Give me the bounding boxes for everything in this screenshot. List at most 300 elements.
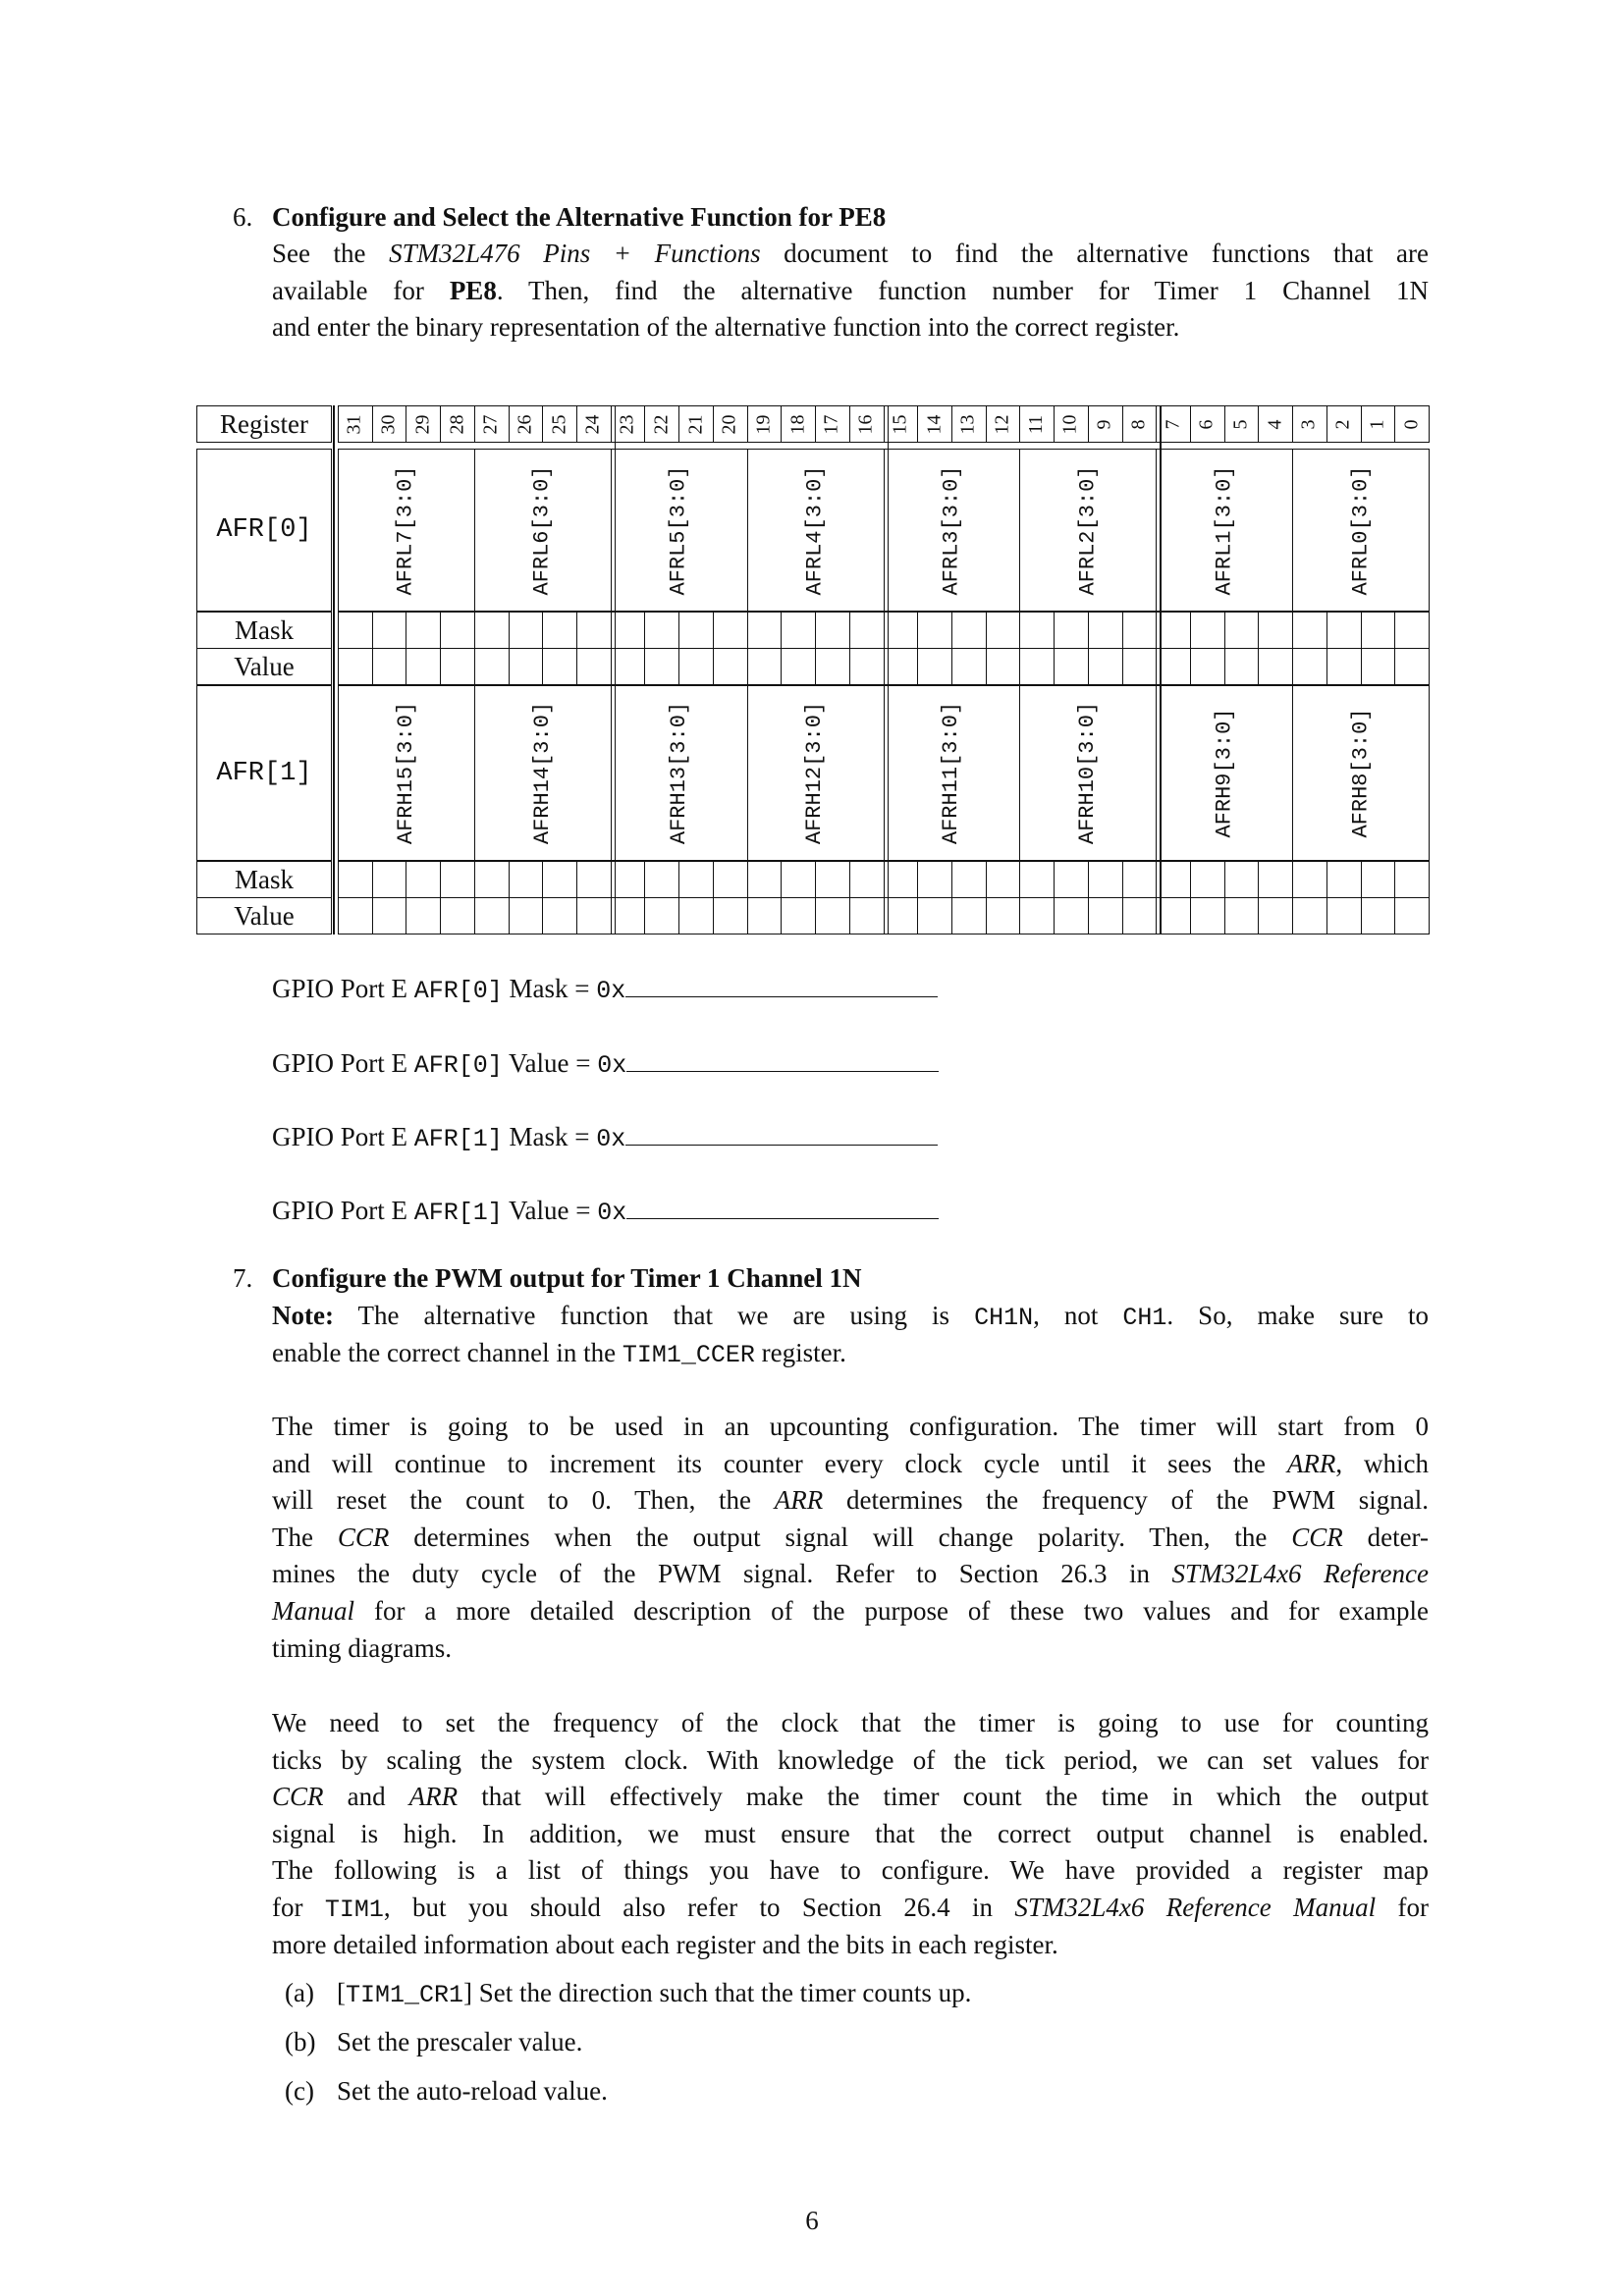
mask-bit-cell[interactable] [406, 612, 441, 649]
bit-number-text: 18 [786, 414, 809, 434]
bit-number [1122, 405, 1157, 443]
bit-number-text: 7 [1162, 419, 1184, 429]
text-run: for [1376, 1893, 1430, 1922]
bit-number-text: 11 [1025, 414, 1048, 434]
text-run: PE8 [449, 276, 497, 305]
mask-bit-cell[interactable] [338, 612, 373, 649]
value-bit-cell[interactable] [1258, 897, 1293, 934]
value-bit-cell[interactable] [474, 648, 510, 685]
field-name [1292, 449, 1429, 612]
paragraph-line [272, 1706, 1429, 1739]
value-bit-cell[interactable] [406, 648, 441, 685]
value-bit-cell[interactable] [713, 648, 748, 685]
text-run: Mask = [502, 974, 597, 1003]
value-label: Value [234, 900, 295, 931]
text-run: and will continue to increment its counter every clock cycle until it sees the [272, 1448, 1287, 1478]
bit-number-text: 4 [1264, 419, 1286, 429]
mask-bit-cell[interactable] [781, 861, 816, 898]
mask-bit-cell[interactable] [849, 861, 885, 898]
value-bit-cell[interactable] [1224, 897, 1260, 934]
note-line [272, 1336, 1429, 1372]
text-run: 0x [597, 1199, 627, 1227]
field-name [611, 685, 747, 861]
double-rule [615, 405, 617, 934]
value-bit-cell[interactable] [1258, 648, 1293, 685]
mask-bit-cell[interactable] [1122, 861, 1158, 898]
bit-number [849, 405, 884, 443]
value-bit-cell[interactable] [1394, 648, 1430, 685]
section-heading [272, 1261, 1429, 1295]
bit-number-text: 5 [1229, 419, 1252, 429]
text-run: TIM1 [324, 1896, 384, 1924]
list-label: (a) [285, 1978, 314, 2007]
value-bit-cell[interactable] [747, 897, 783, 934]
bit-number [1190, 405, 1224, 443]
text-run: TIM1_CCER [622, 1340, 755, 1369]
list-label: (b) [285, 2027, 316, 2056]
field-name-text: AFRL6[3:0] [529, 464, 555, 596]
value-bit-cell[interactable] [474, 897, 510, 934]
field-name-text: AFRH15[3:0] [393, 701, 418, 845]
bit-number [1224, 405, 1259, 443]
value-bit-cell[interactable] [1019, 897, 1055, 934]
field-name [884, 449, 1020, 612]
paragraph-line [272, 1483, 1429, 1517]
bit-number-text: 30 [377, 414, 400, 434]
value-bit-cell[interactable] [576, 648, 612, 685]
field-name-text: AFRL0[3:0] [1348, 464, 1374, 596]
text-run: Note: [272, 1301, 334, 1330]
text-run: . So, make sure to [1166, 1301, 1429, 1330]
item-number: 7. [233, 1263, 253, 1293]
value-bit-cell[interactable] [1292, 897, 1327, 934]
answer-blank-field[interactable] [625, 975, 938, 997]
mask-bit-cell[interactable] [1224, 861, 1260, 898]
field-name-text: AFRH12[3:0] [802, 701, 828, 845]
list-item [337, 2025, 1429, 2058]
value-bit-cell[interactable] [576, 897, 612, 934]
text-run: available for [272, 276, 450, 305]
text-run: will reset the count to 0. Then, the [272, 1485, 775, 1516]
mask-bit-cell[interactable] [815, 612, 850, 649]
bit-number [1054, 405, 1088, 443]
mask-bit-cell[interactable] [372, 861, 407, 898]
field-name-text: AFRL4[3:0] [802, 464, 828, 596]
mask-bit-cell[interactable] [474, 861, 510, 898]
value-bit-cell[interactable] [678, 897, 714, 934]
value-bit-cell[interactable] [372, 897, 407, 934]
bit-number-text: 26 [514, 414, 536, 434]
mask-bit-cell[interactable] [509, 861, 544, 898]
field-name [1292, 685, 1429, 861]
mask-bit-cell[interactable] [1258, 861, 1293, 898]
text-run: , which [1335, 1448, 1430, 1478]
section-heading [272, 200, 1429, 234]
mask-bit-cell[interactable] [1088, 861, 1123, 898]
paragraph-line [272, 1557, 1429, 1590]
value-bit-cell[interactable] [849, 897, 885, 934]
value-bit-cell[interactable] [1054, 897, 1089, 934]
text-run: and enter the binary representation of the alternative function into the correct register. [272, 312, 1180, 342]
value-label: Value [234, 651, 295, 681]
double-rule [888, 405, 890, 934]
bit-number [1019, 405, 1054, 443]
text-run: CH1 [1122, 1304, 1167, 1332]
mask-bit-cell[interactable] [849, 612, 885, 649]
value-bit-cell[interactable] [678, 648, 714, 685]
paragraph-line [272, 1594, 1429, 1628]
mask-bit-cell[interactable] [951, 861, 987, 898]
mask-bit-cell[interactable] [1054, 861, 1089, 898]
text-run: GPIO Port E [272, 974, 414, 1003]
text-run: Set the prescaler value. [337, 2027, 583, 2056]
mask-bit-cell[interactable] [781, 612, 816, 649]
mask-bit-cell[interactable] [576, 612, 612, 649]
answer-blank-field[interactable] [625, 1123, 938, 1146]
text-run: ticks by scaling the system clock. With knowledge of the tick period, we can set values for [272, 1744, 1429, 1775]
page-number: 6 [805, 2206, 819, 2235]
bit-number [951, 405, 986, 443]
text-run: enable the correct channel in the [272, 1337, 623, 1367]
value-bit-cell[interactable] [509, 897, 544, 934]
paragraph-line [272, 1410, 1429, 1443]
value-bit-cell[interactable] [1224, 648, 1260, 685]
text-line [272, 274, 1429, 307]
field-name-text: AFRL3[3:0] [939, 464, 964, 596]
field-name-text: AFRH8[3:0] [1348, 708, 1374, 838]
mask-bit-cell[interactable] [1326, 612, 1362, 649]
mask-bit-cell[interactable] [1292, 612, 1327, 649]
bit-number-text: 13 [956, 414, 979, 434]
bit-number-text: 17 [820, 414, 842, 434]
value-bit-cell[interactable] [815, 897, 850, 934]
text-run: ARR [774, 1485, 824, 1516]
text-run: The alternative function that we are using is [333, 1301, 975, 1330]
value-bit-cell[interactable] [1326, 648, 1362, 685]
bit-number [542, 405, 576, 443]
mask-bit-cell[interactable] [1292, 861, 1327, 898]
bit-number-text: 25 [548, 414, 570, 434]
text-line [272, 237, 1429, 270]
value-bit-cell[interactable] [542, 897, 577, 934]
answer-line [272, 1194, 1429, 1230]
list-item [337, 1976, 1429, 2012]
bit-number-text: 27 [479, 414, 502, 434]
value-bit-cell[interactable] [1122, 897, 1158, 934]
field-name-text: AFRH14[3:0] [529, 701, 555, 845]
field-name [338, 449, 474, 612]
field-name [474, 449, 611, 612]
field-name-text: AFRL2[3:0] [1075, 464, 1101, 596]
paragraph-line [272, 1853, 1429, 1887]
paragraph-line [272, 1891, 1429, 1927]
value-bit-cell[interactable] [440, 648, 475, 685]
mask-bit-cell[interactable] [1122, 612, 1158, 649]
bit-number-text: 31 [343, 414, 365, 434]
bit-number [1258, 405, 1292, 443]
item-number: 6. [233, 202, 253, 232]
value-bit-cell[interactable] [338, 648, 373, 685]
text-run: and [323, 1782, 409, 1812]
answer-line [272, 1046, 1429, 1083]
bit-number-text: 24 [581, 414, 604, 434]
bit-number-text: 21 [684, 414, 707, 434]
bit-number [1361, 405, 1395, 443]
value-bit-cell[interactable] [951, 648, 987, 685]
paragraph-line [272, 1743, 1429, 1777]
text-run: CH1N [974, 1304, 1034, 1332]
bit-number-text: 12 [991, 414, 1013, 434]
value-bit-cell[interactable] [986, 897, 1021, 934]
value-bit-cell[interactable] [1190, 897, 1225, 934]
bit-number [1088, 405, 1122, 443]
text-run: CCR [272, 1782, 324, 1812]
field-name-text: AFRL1[3:0] [1212, 464, 1237, 596]
value-bit-cell[interactable] [917, 897, 952, 934]
mask-bit-cell[interactable] [644, 861, 679, 898]
bit-number [678, 405, 713, 443]
text-run: The [272, 1522, 338, 1552]
field-name-text: AFRH13[3:0] [666, 701, 691, 845]
bit-number-text: 2 [1331, 419, 1354, 429]
value-bit-cell[interactable] [1190, 648, 1225, 685]
mask-bit-cell[interactable] [986, 861, 1021, 898]
mask-bit-cell[interactable] [1019, 861, 1055, 898]
mask-bit-cell[interactable] [1361, 861, 1396, 898]
bit-number-text: 15 [889, 414, 911, 434]
value-bit-cell[interactable] [406, 897, 441, 934]
field-name [884, 685, 1020, 861]
mask-bit-cell[interactable] [678, 612, 714, 649]
mask-bit-cell[interactable] [917, 861, 952, 898]
bit-number [1394, 405, 1429, 443]
mask-bit-cell[interactable] [747, 612, 783, 649]
value-bit-cell[interactable] [1088, 897, 1123, 934]
text-run: GPIO Port E [272, 1122, 414, 1151]
text-run: The following is a list of things you have to configure. We have provided a register map [272, 1855, 1429, 1886]
text-run: Mask = [502, 1122, 597, 1151]
value-bit-cell[interactable] [1019, 648, 1055, 685]
text-run: for a more detailed description of the purpose of these two values and for example [354, 1596, 1429, 1626]
mask-bit-cell[interactable] [644, 612, 679, 649]
mask-bit-cell[interactable] [440, 612, 475, 649]
value-bit-cell[interactable] [1361, 897, 1396, 934]
bit-number-text: 23 [616, 414, 638, 434]
bit-number-text: 3 [1297, 419, 1320, 429]
mask-bit-cell[interactable] [576, 861, 612, 898]
value-bit-cell[interactable] [781, 648, 816, 685]
register-name: AFR[1] [216, 758, 312, 788]
mask-bit-cell[interactable] [1054, 612, 1089, 649]
text-run: . Then, find the alternative function number for Timer 1 Channel 1N [496, 276, 1429, 305]
text-run: Configure and Select the Alternative Function for PE8 [272, 202, 887, 232]
mask-label: Mask [235, 864, 294, 894]
text-run: STM32L4x6 Reference [1171, 1559, 1429, 1589]
value-bit-cell[interactable] [644, 897, 679, 934]
value-bit-cell[interactable] [781, 897, 816, 934]
text-run: We need to set the frequency of the clock that the timer is going to use for counting [272, 1708, 1429, 1737]
mask-bit-cell[interactable] [1088, 612, 1123, 649]
bit-number-text: 28 [446, 414, 468, 434]
bit-number [576, 405, 611, 443]
text-run: 0x [597, 1051, 627, 1080]
text-run: See the [272, 239, 390, 268]
value-bit-cell[interactable] [713, 897, 748, 934]
value-bit-cell[interactable] [542, 648, 577, 685]
text-run: determines when the output signal will change polarity. Then, the [389, 1522, 1292, 1552]
double-rule [1160, 405, 1162, 934]
text-run: that will effectively make the timer count the time in which the output [458, 1782, 1430, 1812]
value-bit-cell[interactable] [1361, 648, 1396, 685]
value-bit-cell[interactable] [1054, 648, 1089, 685]
mask-bit-cell[interactable] [1019, 612, 1055, 649]
mask-bit-cell[interactable] [542, 861, 577, 898]
value-bit-cell[interactable] [338, 897, 373, 934]
value-bit-cell[interactable] [747, 648, 783, 685]
field-name [747, 449, 884, 612]
bit-number [747, 405, 782, 443]
mask-bit-cell[interactable] [406, 861, 441, 898]
double-rule [333, 405, 335, 934]
bit-number [509, 405, 543, 443]
text-line [272, 310, 1429, 344]
bit-number [713, 405, 747, 443]
value-bit-cell[interactable] [815, 648, 850, 685]
text-run: GPIO Port E [272, 1196, 414, 1225]
mask-bit-cell[interactable] [1190, 612, 1225, 649]
mask-bit-cell[interactable] [542, 612, 577, 649]
mask-bit-cell[interactable] [1361, 612, 1396, 649]
mask-label: Mask [235, 614, 294, 645]
value-bit-cell[interactable] [644, 648, 679, 685]
bit-number [986, 405, 1020, 443]
bit-number [1326, 405, 1361, 443]
field-name [474, 685, 611, 861]
text-run: mines the duty cycle of the PWM signal. Refer to Section 26.3 in [272, 1559, 1172, 1589]
mask-bit-cell[interactable] [951, 612, 987, 649]
bit-number-text: 20 [718, 414, 740, 434]
bit-number [474, 405, 509, 443]
list-label: (c) [285, 2076, 314, 2106]
mask-bit-cell[interactable] [474, 612, 510, 649]
value-bit-cell[interactable] [1394, 897, 1430, 934]
value-bit-cell[interactable] [917, 648, 952, 685]
mask-bit-cell[interactable] [1258, 612, 1293, 649]
bit-number [338, 405, 372, 443]
mask-bit-cell[interactable] [1224, 612, 1260, 649]
field-name [1156, 685, 1292, 861]
field-name [338, 685, 474, 861]
value-bit-cell[interactable] [951, 897, 987, 934]
bit-number [917, 405, 951, 443]
bit-number-text: 6 [1195, 419, 1218, 429]
mask-bit-cell[interactable] [713, 861, 748, 898]
answer-blank-field[interactable] [626, 1049, 939, 1072]
text-run: register. [754, 1337, 846, 1367]
text-run: signal is high. In addition, we must ensure that the correct output channel is enabled. [272, 1818, 1429, 1848]
bit-number-text: 1 [1366, 419, 1388, 429]
value-bit-cell[interactable] [849, 648, 885, 685]
mask-bit-cell[interactable] [1326, 861, 1362, 898]
value-bit-cell[interactable] [509, 648, 544, 685]
mask-bit-cell[interactable] [1394, 861, 1430, 898]
bit-number [440, 405, 474, 443]
text-run: Manual [272, 1596, 354, 1626]
mask-bit-cell[interactable] [1190, 861, 1225, 898]
answer-line [272, 1120, 1429, 1156]
text-run: CCR [337, 1522, 390, 1552]
mask-bit-cell[interactable] [747, 861, 783, 898]
mask-bit-cell[interactable] [509, 612, 544, 649]
list-item [337, 2074, 1429, 2108]
paragraph-line [272, 1631, 1429, 1665]
text-run: ] Set the direction such that the timer counts up. [463, 1978, 972, 2007]
text-run: 0x [596, 1125, 626, 1153]
bit-number [781, 405, 815, 443]
answer-line [272, 972, 1429, 1008]
answer-blank-field[interactable] [626, 1197, 939, 1219]
text-run: Value = [502, 1048, 598, 1078]
value-bit-cell[interactable] [1088, 648, 1123, 685]
mask-bit-cell[interactable] [815, 861, 850, 898]
bit-number-text: 10 [1058, 414, 1081, 434]
paragraph-line [272, 1817, 1429, 1850]
text-run: Configure the PWM output for Timer 1 Channel 1N [272, 1263, 862, 1293]
bit-number [644, 405, 678, 443]
mask-bit-cell[interactable] [678, 861, 714, 898]
value-bit-cell[interactable] [1122, 648, 1158, 685]
value-bit-cell[interactable] [986, 648, 1021, 685]
value-bit-cell[interactable] [1292, 648, 1327, 685]
mask-bit-cell[interactable] [1394, 612, 1430, 649]
field-name [747, 685, 884, 861]
bit-number-text: 0 [1400, 419, 1423, 429]
text-run: deter- [1342, 1522, 1429, 1552]
field-name-text: AFRL5[3:0] [666, 464, 691, 596]
text-run: timing diagrams. [272, 1632, 452, 1663]
text-run: [ [337, 1978, 346, 2007]
value-bit-cell[interactable] [1326, 897, 1362, 934]
text-run: AFR[1] [413, 1199, 503, 1227]
text-run: document to find the alternative functions that are [760, 239, 1429, 268]
bit-number-text: 22 [650, 414, 673, 434]
bit-number-text: 9 [1093, 419, 1115, 429]
field-name-text: AFRH10[3:0] [1075, 701, 1101, 845]
mask-bit-cell[interactable] [917, 612, 952, 649]
paragraph-line [272, 1780, 1429, 1813]
bit-number [815, 405, 849, 443]
text-run: for [272, 1893, 325, 1922]
mask-bit-cell[interactable] [372, 612, 407, 649]
bit-number-text: 29 [411, 414, 434, 434]
mask-bit-cell[interactable] [713, 612, 748, 649]
mask-bit-cell[interactable] [986, 612, 1021, 649]
text-run: The timer is going to be used in an upcounting configuration. The timer will start from 0 [272, 1412, 1429, 1441]
field-name [611, 449, 747, 612]
field-name-text: AFRH9[3:0] [1212, 708, 1237, 838]
text-run: ARR [408, 1782, 459, 1812]
mask-bit-cell[interactable] [440, 861, 475, 898]
text-run: , but you should also refer to Section 26.4 in [383, 1893, 1015, 1922]
value-bit-cell[interactable] [372, 648, 407, 685]
mask-bit-cell[interactable] [338, 861, 373, 898]
text-run: TIM1_CR1 [346, 1981, 464, 2009]
paragraph-line [272, 1447, 1429, 1480]
bit-number-text: 14 [923, 414, 946, 434]
value-bit-cell[interactable] [440, 897, 475, 934]
register-name: AFR[0] [216, 515, 312, 545]
text-run: 0x [596, 977, 626, 1005]
